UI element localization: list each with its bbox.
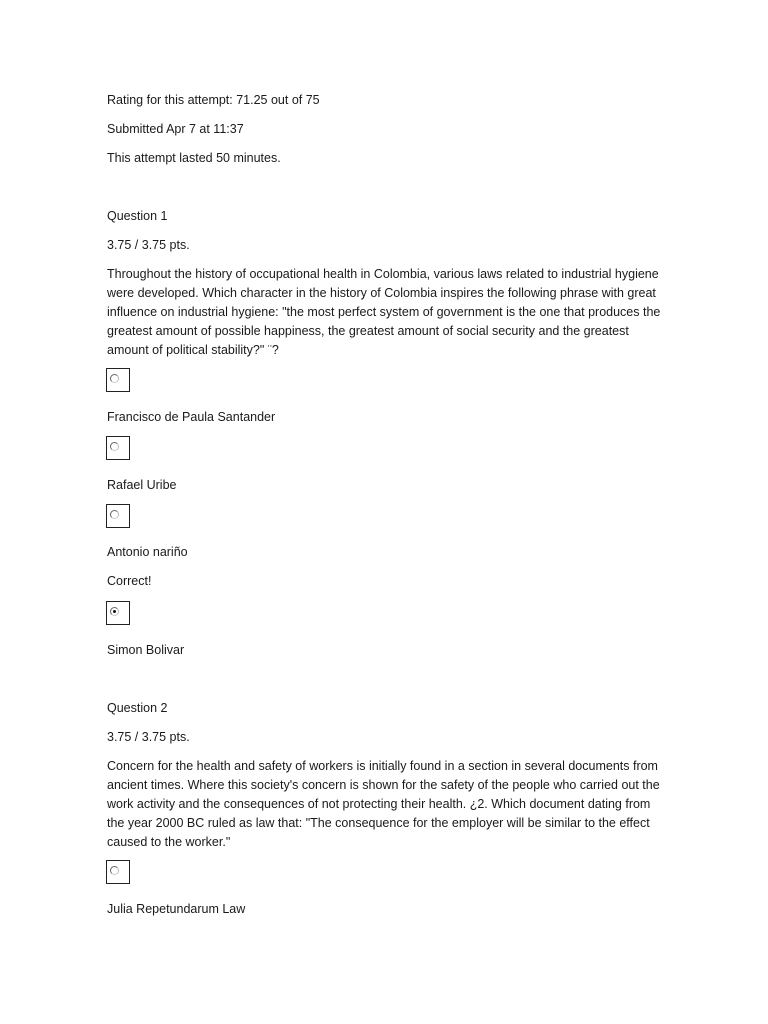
question-1-option-1-radio[interactable] xyxy=(106,368,130,392)
question-2-points: 3.75 / 3.75 pts. xyxy=(107,730,190,744)
question-1-feedback: Correct! xyxy=(107,574,152,588)
question-2-option-1-radio[interactable] xyxy=(106,860,130,884)
radio-checked-icon xyxy=(110,607,119,616)
question-2-text: Concern for the health and safety of workers is initially found in a section in several documents from ancient times. Where this society's concern is shown for the safety of the people who carried out the work activity and the consequences of not protecting their health. ¿2. Which document dating from the year 2000 BC ruled as law that: "The consequence for the employer will be similar to the effect caused to the worker." xyxy=(107,759,660,849)
attempt-rating: Rating for this attempt: 71.25 out of 75 xyxy=(107,93,320,107)
radio-selected-dot xyxy=(113,610,116,613)
question-1-text: Throughout the history of occupational health in Colombia, various laws related to industrial hygiene were developed. Which character in the history of Colombia inspires the following phrase with great influence on industrial hygiene: "the most perfect system of government is the one that produces the greatest amount of possible happiness, the greatest amount of social security and the greatest amount of political stability?" ¨? xyxy=(107,267,661,357)
radio-unchecked-icon xyxy=(110,510,119,519)
radio-unchecked-icon xyxy=(110,442,119,451)
attempt-submitted: Submitted Apr 7 at 11:37 xyxy=(107,122,244,136)
attempt-duration: This attempt lasted 50 minutes. xyxy=(107,151,281,165)
radio-unchecked-icon xyxy=(110,866,119,875)
question-2-title: Question 2 xyxy=(107,701,168,715)
question-1-option-1-label: Francisco de Paula Santander xyxy=(107,410,276,424)
question-1-option-2-label: Rafael Uribe xyxy=(107,478,177,492)
question-1-option-4-label: Simon Bolivar xyxy=(107,643,185,657)
question-1-option-3-radio[interactable] xyxy=(106,504,130,528)
question-1-option-2-radio[interactable] xyxy=(106,436,130,460)
radio-unchecked-icon xyxy=(110,374,119,383)
question-1-option-4-radio[interactable] xyxy=(106,601,130,625)
question-2-option-1-label: Julia Repetundarum Law xyxy=(107,902,246,916)
question-1-title: Question 1 xyxy=(107,209,168,223)
question-1-points: 3.75 / 3.75 pts. xyxy=(107,238,190,252)
question-1-option-3-label: Antonio nariño xyxy=(107,545,188,559)
